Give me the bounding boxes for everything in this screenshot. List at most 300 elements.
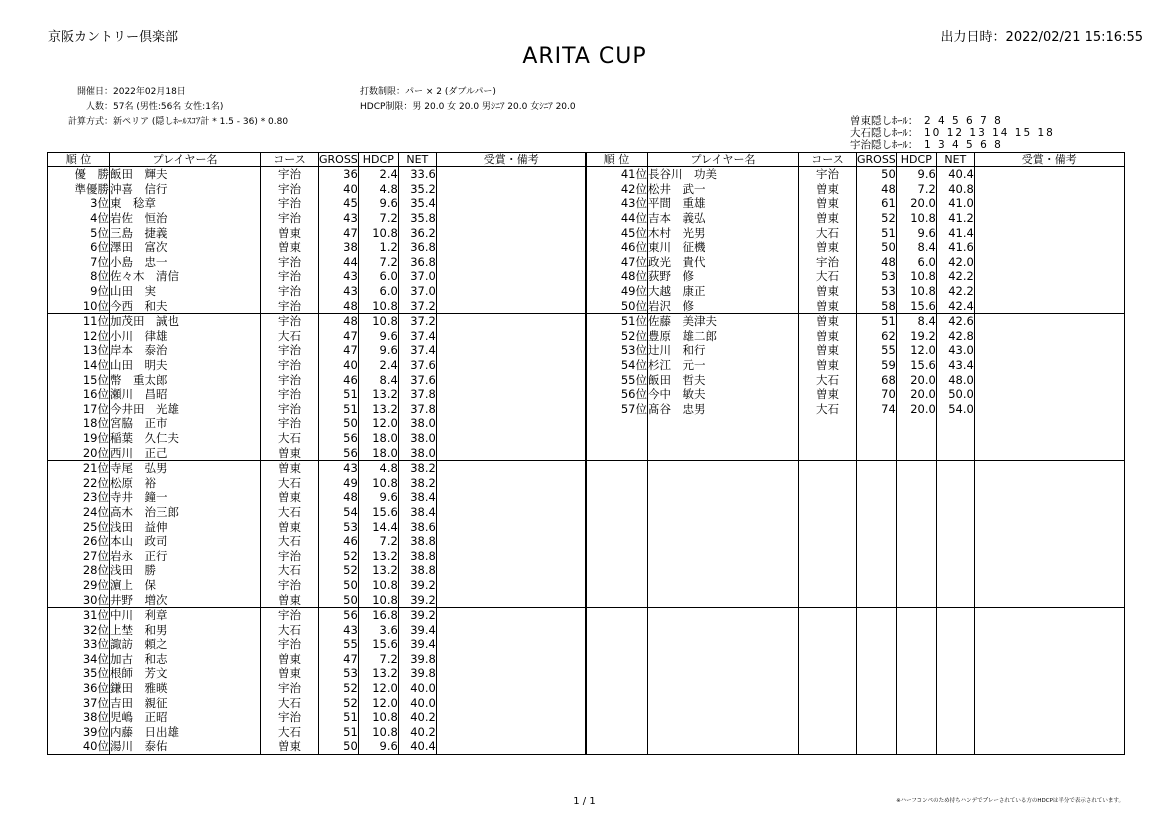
course-cell (799, 578, 857, 593)
player-name-cell (648, 739, 799, 754)
player-name-cell: 諏訪 頼之 (110, 637, 261, 652)
hdcp-cell: 20.0 (896, 196, 936, 211)
remarks-cell (974, 416, 1124, 431)
remarks-cell (436, 607, 586, 622)
player-name-cell: 加古 和志 (110, 652, 261, 667)
net-cell: 40.4 (398, 739, 436, 754)
rank-cell: 51位 (586, 313, 648, 328)
table-row (586, 240, 1125, 255)
rank-cell: 44位 (586, 211, 648, 226)
net-cell (936, 490, 974, 505)
club-name: 京阪カントリー倶楽部 (48, 30, 179, 45)
remarks-cell (436, 372, 586, 387)
player-name-cell (648, 592, 799, 607)
course-cell: 曽東 (799, 329, 857, 344)
player-name-cell (648, 652, 799, 667)
gross-cell (857, 592, 897, 607)
net-cell: 38.2 (398, 475, 436, 490)
rank-cell (586, 534, 648, 549)
net-cell: 38.6 (398, 519, 436, 534)
player-name-cell: 上埜 和男 (110, 622, 261, 637)
player-name-cell: 平間 重雄 (648, 196, 799, 211)
hdcp-cell: 7.2 (358, 211, 398, 226)
rank-cell (586, 519, 648, 534)
net-cell: 41.6 (936, 240, 974, 255)
hdcp-cell: 13.2 (358, 563, 398, 578)
net-cell: 39.4 (398, 637, 436, 652)
course-cell: 宇治 (261, 681, 319, 696)
net-cell: 41.2 (936, 211, 974, 226)
gross-cell: 45 (319, 196, 359, 211)
course-cell: 宇治 (261, 637, 319, 652)
remarks-cell (974, 431, 1124, 446)
hdcp-cell: 7.2 (358, 255, 398, 270)
net-cell: 43.4 (936, 358, 974, 373)
table-row (586, 298, 1125, 313)
hdcp-cell: 10.8 (358, 225, 398, 240)
course-cell: 宇治 (261, 402, 319, 417)
player-name-cell: 吉田 親征 (110, 695, 261, 710)
player-name-cell: 長谷川 功美 (648, 167, 799, 182)
hdcp-cell: 12.0 (358, 695, 398, 710)
hdcp-cell: 9.6 (358, 329, 398, 344)
footnote: ※ハーフコンペのため持ちハンデでプレーされている方のHDCPは半分で表示されています。 (896, 798, 1124, 804)
course-cell (799, 592, 857, 607)
rank-cell: 38位 (48, 710, 110, 725)
hdcp-cell: 10.8 (358, 578, 398, 593)
table-row (586, 329, 1125, 344)
hdcp-cell: 4.8 (358, 460, 398, 475)
remarks-cell (436, 269, 586, 284)
player-name-cell (648, 534, 799, 549)
net-cell: 37.8 (398, 402, 436, 417)
rank-cell: 30位 (48, 592, 110, 607)
net-cell: 37.4 (398, 329, 436, 344)
course-cell: 宇治 (261, 710, 319, 725)
rank-cell: 45位 (586, 225, 648, 240)
table-row (48, 490, 587, 505)
rank-cell: 29位 (48, 578, 110, 593)
col-remarks: 受賞・備考 (974, 153, 1124, 167)
net-cell: 42.8 (936, 329, 974, 344)
gross-cell: 50 (319, 739, 359, 754)
hdcp-cell (896, 519, 936, 534)
net-cell: 33.6 (398, 167, 436, 182)
hdcp-cell: 20.0 (896, 372, 936, 387)
remarks-cell (974, 460, 1124, 475)
remarks-cell (436, 182, 586, 197)
remarks-cell (436, 416, 586, 431)
player-name-cell: 根師 芳文 (110, 666, 261, 681)
net-cell: 35.2 (398, 182, 436, 197)
player-name-cell: 今西 和夫 (110, 298, 261, 313)
gross-cell: 56 (319, 431, 359, 446)
player-name-cell: 加茂田 誠也 (110, 313, 261, 328)
gross-cell: 59 (857, 358, 897, 373)
remarks-cell (974, 240, 1124, 255)
rank-cell (586, 490, 648, 505)
rank-cell: 9位 (48, 284, 110, 299)
table-row (48, 416, 587, 431)
gross-cell (857, 490, 897, 505)
net-cell: 41.4 (936, 225, 974, 240)
remarks-cell (436, 196, 586, 211)
remarks-cell (436, 167, 586, 182)
hdcp-cell: 8.4 (896, 240, 936, 255)
table-header (586, 153, 1125, 167)
gross-cell (857, 652, 897, 667)
player-name-cell: 高木 治三郎 (110, 505, 261, 520)
course-cell: 宇治 (261, 182, 319, 197)
remarks-cell (436, 431, 586, 446)
gross-cell: 51 (857, 225, 897, 240)
hdcp-cell: 10.8 (358, 475, 398, 490)
course-cell: 大石 (261, 431, 319, 446)
hdcp-cell (896, 592, 936, 607)
net-cell: 39.2 (398, 578, 436, 593)
course-cell: 曽東 (261, 490, 319, 505)
rank-cell: 10位 (48, 298, 110, 313)
gross-cell: 53 (857, 269, 897, 284)
remarks-cell (436, 211, 586, 226)
net-cell: 40.8 (936, 182, 974, 197)
table-row (48, 284, 587, 299)
gross-cell (857, 445, 897, 460)
player-name-cell: 政光 貴代 (648, 255, 799, 270)
player-name-cell (648, 431, 799, 446)
table-row (48, 681, 587, 696)
rank-cell: 56位 (586, 387, 648, 402)
course-cell (799, 652, 857, 667)
rank-cell: 37位 (48, 695, 110, 710)
gross-cell: 43 (319, 269, 359, 284)
remarks-cell (436, 652, 586, 667)
player-name-cell: 三島 捷義 (110, 225, 261, 240)
hdcp-cell (896, 607, 936, 622)
rank-cell (586, 666, 648, 681)
remarks-cell (436, 475, 586, 490)
printed-datetime: 出力日時：2022/02/21 15:16:55 (940, 30, 1143, 45)
player-name-cell: 沖喜 信行 (110, 182, 261, 197)
gross-cell (857, 637, 897, 652)
hdcp-cell: 6.0 (896, 255, 936, 270)
hdcp-cell: 13.2 (358, 666, 398, 681)
remarks-cell (436, 710, 586, 725)
gross-cell: 56 (319, 445, 359, 460)
rank-cell: 8位 (48, 269, 110, 284)
course-cell (799, 681, 857, 696)
player-name-cell (648, 695, 799, 710)
gross-cell: 53 (319, 666, 359, 681)
results-table-left (47, 152, 587, 755)
remarks-cell (436, 240, 586, 255)
course-cell: 宇治 (261, 372, 319, 387)
table-row (48, 534, 587, 549)
course-cell (799, 637, 857, 652)
rank-cell: 47位 (586, 255, 648, 270)
course-cell: 大石 (799, 372, 857, 387)
rank-cell: 41位 (586, 167, 648, 182)
empty-row (586, 445, 1125, 460)
remarks-cell (436, 548, 586, 563)
rank-cell: 43位 (586, 196, 648, 211)
net-cell: 39.2 (398, 592, 436, 607)
empty-row (586, 681, 1125, 696)
player-name-cell: 佐々木 清信 (110, 269, 261, 284)
rank-cell (586, 460, 648, 475)
course-cell: 宇治 (799, 255, 857, 270)
course-cell: 宇治 (261, 578, 319, 593)
remarks-cell (436, 622, 586, 637)
player-name-cell (648, 563, 799, 578)
remarks-cell (436, 284, 586, 299)
gross-cell (857, 622, 897, 637)
net-cell: 43.0 (936, 343, 974, 358)
hidden-holes-soto: 曽東隠しﾎｰﾙ： 2 4 5 6 7 8 (850, 115, 1003, 127)
net-cell: 36.8 (398, 240, 436, 255)
table-row (48, 725, 587, 740)
hdcp-cell: 8.4 (358, 372, 398, 387)
remarks-cell (436, 519, 586, 534)
info-date: 開催日： 2022年02月18日 (76, 87, 186, 97)
player-name-cell: 山田 明夫 (110, 358, 261, 373)
rank-cell: 52位 (586, 329, 648, 344)
remarks-cell (436, 725, 586, 740)
net-cell (936, 475, 974, 490)
rank-cell: 53位 (586, 343, 648, 358)
hdcp-cell: 13.2 (358, 402, 398, 417)
table-row (48, 460, 587, 475)
net-cell: 35.8 (398, 211, 436, 226)
table-row (48, 225, 587, 240)
course-cell: 大石 (261, 695, 319, 710)
rank-cell: 55位 (586, 372, 648, 387)
player-name-cell (648, 637, 799, 652)
hdcp-cell: 10.8 (358, 592, 398, 607)
table-row (586, 402, 1125, 417)
hdcp-cell: 9.6 (896, 225, 936, 240)
rank-cell: 12位 (48, 329, 110, 344)
hdcp-cell: 9.6 (358, 490, 398, 505)
rank-cell: 34位 (48, 652, 110, 667)
course-cell: 大石 (261, 475, 319, 490)
rank-cell: 16位 (48, 387, 110, 402)
rank-cell: 26位 (48, 534, 110, 549)
gross-cell: 51 (319, 710, 359, 725)
table-row (586, 225, 1125, 240)
hdcp-cell: 15.6 (358, 505, 398, 520)
empty-row (586, 563, 1125, 578)
net-cell: 37.6 (398, 358, 436, 373)
rank-cell (586, 652, 648, 667)
empty-row (586, 416, 1125, 431)
course-cell (799, 475, 857, 490)
net-cell (936, 460, 974, 475)
rank-cell: 35位 (48, 666, 110, 681)
course-cell: 宇治 (261, 416, 319, 431)
results-body-left (48, 167, 587, 755)
remarks-cell (436, 695, 586, 710)
course-cell (799, 490, 857, 505)
player-name-cell (648, 445, 799, 460)
remarks-cell (974, 592, 1124, 607)
remarks-cell (974, 255, 1124, 270)
player-name-cell: 吉本 義弘 (648, 211, 799, 226)
info-stroke-limit: 打数制限： パー × 2 (ダブルパー) (360, 87, 496, 97)
net-cell: 50.0 (936, 387, 974, 402)
player-name-cell: 今中 敏夫 (648, 387, 799, 402)
rank-cell: 15位 (48, 372, 110, 387)
course-cell (799, 622, 857, 637)
net-cell (936, 534, 974, 549)
empty-row (586, 725, 1125, 740)
rank-cell: 32位 (48, 622, 110, 637)
rank-cell: 準優勝 (48, 182, 110, 197)
net-cell: 40.4 (936, 167, 974, 182)
table-row (48, 710, 587, 725)
rank-cell: 23位 (48, 490, 110, 505)
rank-cell (586, 505, 648, 520)
remarks-cell (974, 519, 1124, 534)
empty-row (586, 475, 1125, 490)
player-name-cell: 今井田 光雄 (110, 402, 261, 417)
hdcp-cell: 10.8 (358, 313, 398, 328)
rank-cell: 28位 (48, 563, 110, 578)
player-name-cell (648, 681, 799, 696)
table-row (48, 592, 587, 607)
course-cell: 曽東 (799, 387, 857, 402)
col-hdcp: HDCP (896, 153, 936, 167)
empty-row (586, 652, 1125, 667)
remarks-cell (436, 358, 586, 373)
hdcp-cell (896, 563, 936, 578)
course-cell: 大石 (799, 225, 857, 240)
net-cell: 38.4 (398, 490, 436, 505)
remarks-cell (436, 490, 586, 505)
gross-cell: 68 (857, 372, 897, 387)
rank-cell: 17位 (48, 402, 110, 417)
course-cell: 宇治 (261, 284, 319, 299)
gross-cell: 48 (857, 182, 897, 197)
empty-row (586, 607, 1125, 622)
remarks-cell (436, 681, 586, 696)
net-cell: 38.8 (398, 563, 436, 578)
table-row (48, 329, 587, 344)
remarks-cell (974, 607, 1124, 622)
table-row (48, 666, 587, 681)
hdcp-cell: 9.6 (358, 196, 398, 211)
net-cell: 35.4 (398, 196, 436, 211)
course-cell: 大石 (261, 563, 319, 578)
net-cell (936, 548, 974, 563)
hdcp-cell: 9.6 (358, 739, 398, 754)
rank-cell (586, 548, 648, 563)
player-name-cell: 岩永 正行 (110, 548, 261, 563)
empty-row (586, 460, 1125, 475)
rank-cell: 33位 (48, 637, 110, 652)
gross-cell: 46 (319, 372, 359, 387)
gross-cell (857, 416, 897, 431)
gross-cell (857, 534, 897, 549)
player-name-cell: 幣 重太郎 (110, 372, 261, 387)
table-row (48, 445, 587, 460)
remarks-cell (974, 211, 1124, 226)
hdcp-cell (896, 652, 936, 667)
table-row (48, 240, 587, 255)
remarks-cell (974, 298, 1124, 313)
net-cell: 42.2 (936, 269, 974, 284)
course-cell (799, 431, 857, 446)
course-cell: 曽東 (261, 592, 319, 607)
player-name-cell: 木村 光男 (648, 225, 799, 240)
net-cell (936, 622, 974, 637)
hdcp-cell (896, 416, 936, 431)
net-cell: 37.6 (398, 372, 436, 387)
rank-cell (586, 725, 648, 740)
empty-row (586, 710, 1125, 725)
remarks-cell (974, 695, 1124, 710)
rank-cell: 40位 (48, 739, 110, 754)
course-cell: 曽東 (799, 343, 857, 358)
hdcp-cell (896, 681, 936, 696)
net-cell: 40.0 (398, 681, 436, 696)
hdcp-cell: 10.8 (896, 284, 936, 299)
remarks-cell (974, 534, 1124, 549)
gross-cell: 58 (857, 298, 897, 313)
rank-cell: 18位 (48, 416, 110, 431)
gross-cell: 48 (319, 490, 359, 505)
course-cell: 曽東 (799, 284, 857, 299)
course-cell: 宇治 (261, 548, 319, 563)
gross-cell: 40 (319, 358, 359, 373)
net-cell (936, 563, 974, 578)
gross-cell: 43 (319, 211, 359, 226)
hdcp-cell: 12.0 (358, 416, 398, 431)
remarks-cell (436, 578, 586, 593)
player-name-cell: 松原 裕 (110, 475, 261, 490)
table-row (48, 211, 587, 226)
remarks-cell (436, 666, 586, 681)
hdcp-cell (896, 637, 936, 652)
course-cell: 曽東 (261, 225, 319, 240)
hdcp-cell: 15.6 (358, 637, 398, 652)
remarks-cell (436, 563, 586, 578)
course-cell (799, 710, 857, 725)
rank-cell (586, 592, 648, 607)
rank-cell: 54位 (586, 358, 648, 373)
player-name-cell: 宮脇 正市 (110, 416, 261, 431)
gross-cell: 51 (857, 313, 897, 328)
rank-cell (586, 607, 648, 622)
course-cell: 宇治 (261, 298, 319, 313)
net-cell: 37.0 (398, 269, 436, 284)
remarks-cell (974, 269, 1124, 284)
table-row (48, 505, 587, 520)
course-cell (799, 695, 857, 710)
gross-cell (857, 695, 897, 710)
remarks-cell (974, 578, 1124, 593)
player-name-cell (648, 505, 799, 520)
gross-cell: 50 (319, 592, 359, 607)
remarks-cell (974, 739, 1124, 754)
net-cell: 40.0 (398, 695, 436, 710)
rank-cell: 27位 (48, 548, 110, 563)
course-cell: 宇治 (261, 313, 319, 328)
course-cell: 曽東 (261, 240, 319, 255)
remarks-cell (436, 445, 586, 460)
gross-cell: 52 (319, 695, 359, 710)
net-cell: 38.8 (398, 548, 436, 563)
